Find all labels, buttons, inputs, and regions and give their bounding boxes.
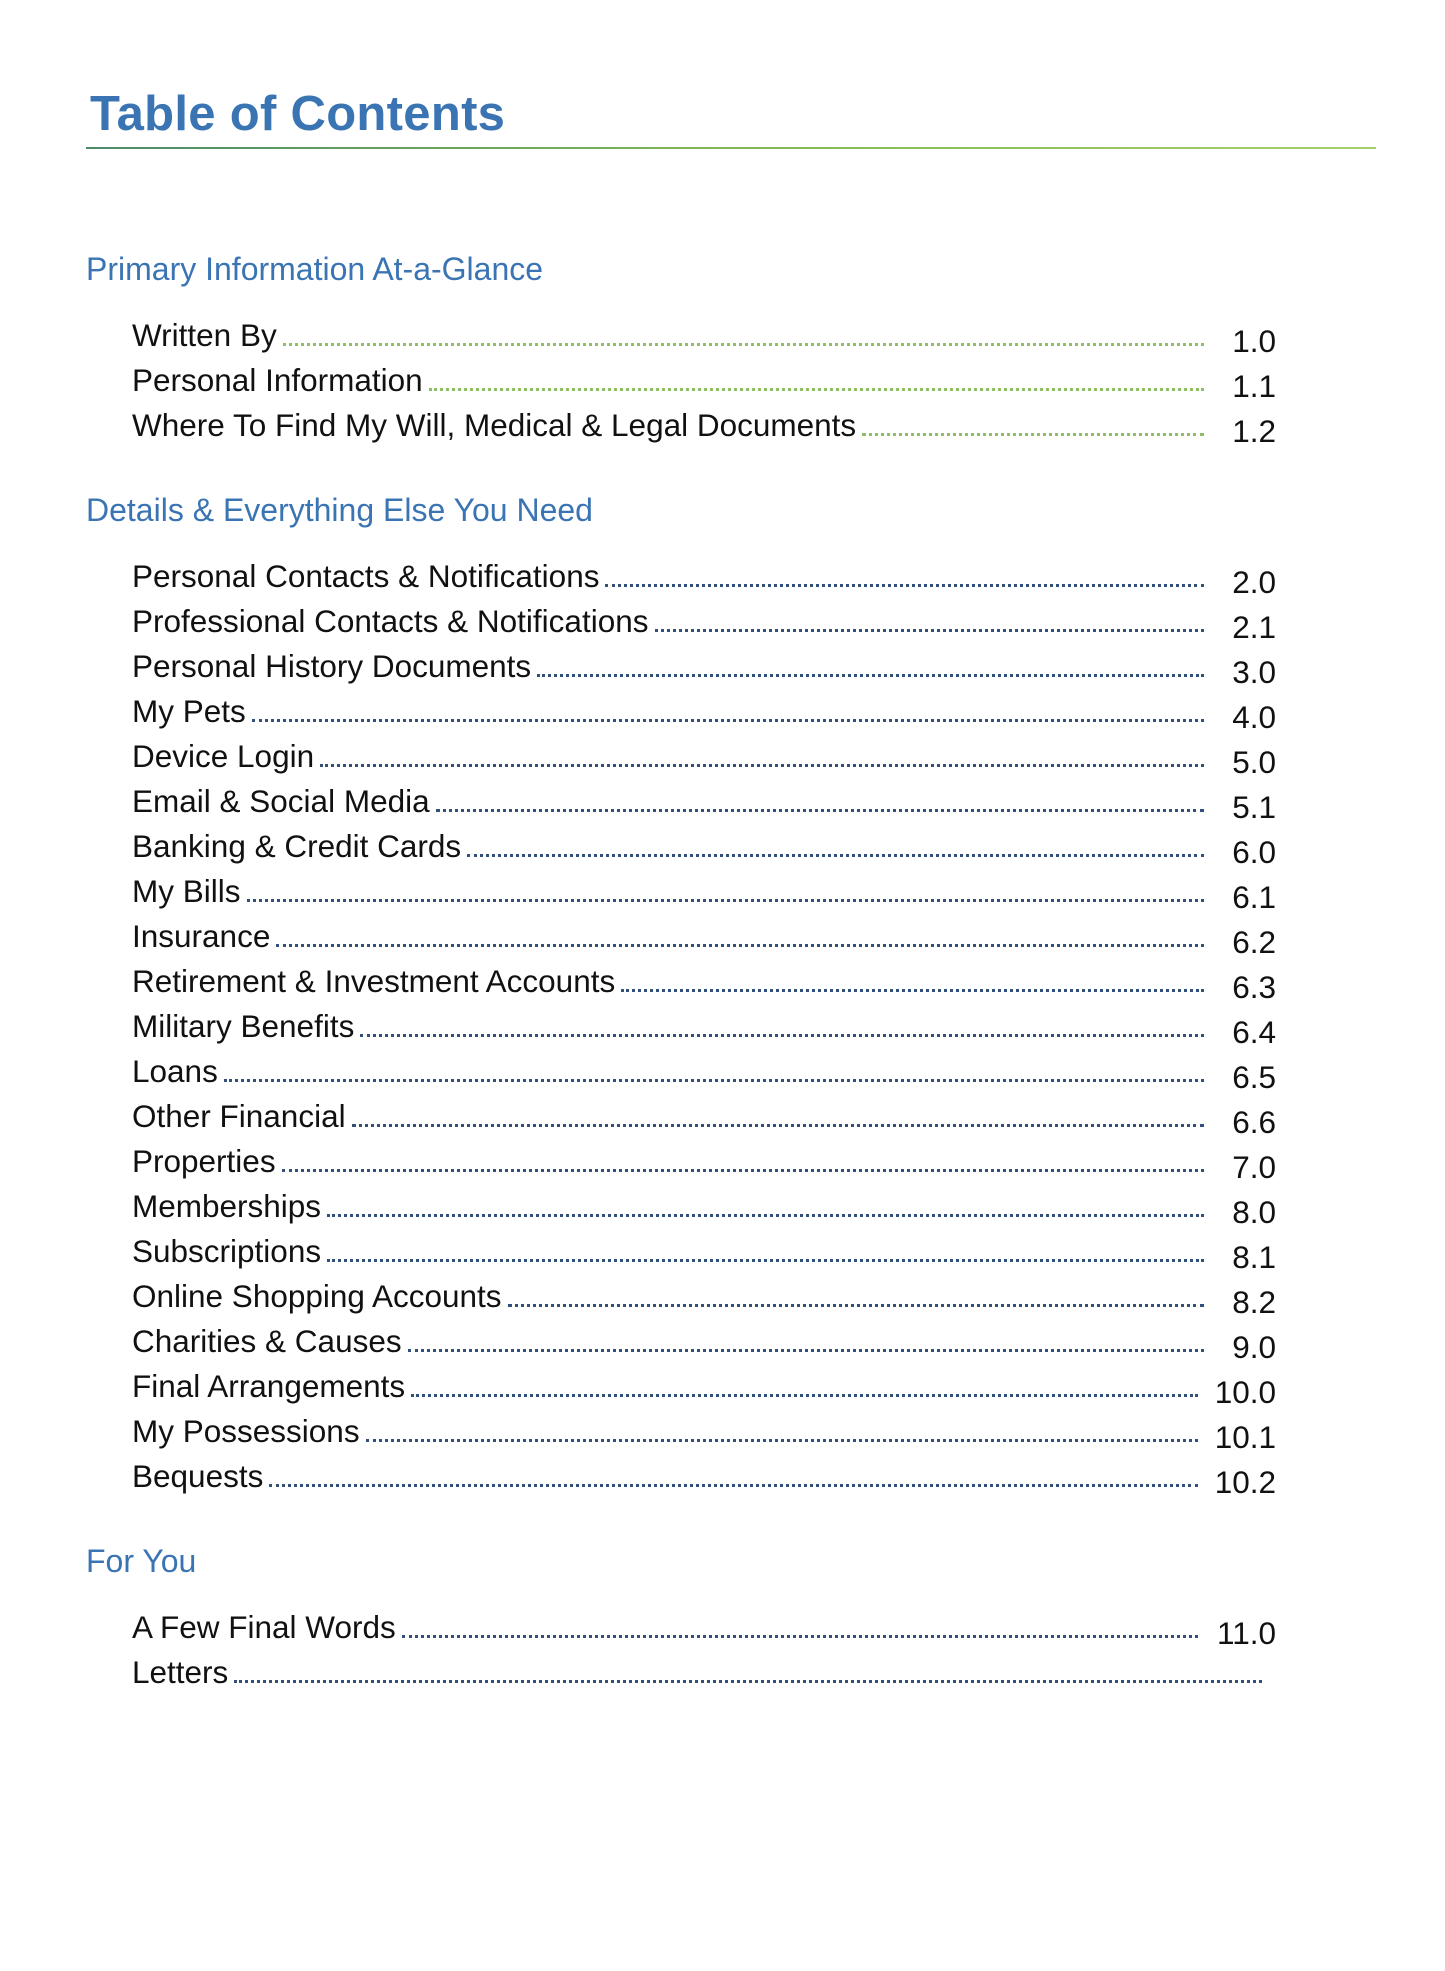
toc-entry[interactable] bbox=[132, 1000, 1276, 1050]
section-primary-information bbox=[86, 245, 1276, 449]
dot-leader bbox=[320, 764, 1204, 767]
dot-leader bbox=[276, 944, 1204, 947]
toc-entry[interactable] bbox=[132, 1646, 1276, 1691]
toc-entry[interactable] bbox=[132, 550, 1276, 600]
dot-leader bbox=[352, 1124, 1204, 1127]
toc-entry[interactable] bbox=[132, 775, 1276, 825]
toc-entry-label: Letters bbox=[132, 1654, 229, 1690]
toc-entry-page-number: 3.0 bbox=[1232, 654, 1276, 690]
dot-leader bbox=[282, 1169, 1204, 1172]
dot-leader bbox=[402, 1635, 1198, 1638]
toc-entry[interactable] bbox=[132, 910, 1276, 960]
toc-entry-page-number: 6.3 bbox=[1232, 969, 1276, 1005]
toc-entry-label: Personal Contacts & Notifications bbox=[132, 558, 600, 594]
toc-entry-label: Personal History Documents bbox=[132, 648, 532, 684]
toc-entry-label: Insurance bbox=[132, 918, 271, 954]
toc-entry[interactable] bbox=[132, 1135, 1276, 1185]
dot-leader bbox=[429, 388, 1204, 391]
toc-entry[interactable] bbox=[132, 1315, 1276, 1365]
toc-entry[interactable] bbox=[132, 309, 1276, 359]
toc-entry-page-number: 2.0 bbox=[1232, 564, 1276, 600]
dot-leader bbox=[327, 1259, 1204, 1262]
toc-entry[interactable] bbox=[132, 820, 1276, 870]
toc-entry-label: Final Arrangements bbox=[132, 1368, 406, 1404]
toc-entry-label: Bequests bbox=[132, 1458, 264, 1494]
toc-entry-page-number: 9.0 bbox=[1232, 1329, 1276, 1365]
dot-leader bbox=[366, 1439, 1198, 1442]
toc-entry-label: My Bills bbox=[132, 873, 241, 909]
toc-entry-label: Professional Contacts & Notifications bbox=[132, 603, 649, 639]
dot-leader bbox=[224, 1079, 1204, 1082]
toc-entry[interactable] bbox=[132, 865, 1276, 915]
toc-entry-page-number: 1.2 bbox=[1232, 413, 1276, 449]
toc-entry-label: Military Benefits bbox=[132, 1008, 355, 1044]
toc-entry-page-number: 1.1 bbox=[1232, 368, 1276, 404]
toc-entry[interactable] bbox=[132, 640, 1276, 690]
toc-entry-label: A Few Final Words bbox=[132, 1609, 396, 1645]
toc-entry[interactable] bbox=[132, 354, 1276, 404]
toc-entry-label: Retirement & Investment Accounts bbox=[132, 963, 616, 999]
toc-entry-page-number: 10.1 bbox=[1214, 1419, 1276, 1455]
dot-leader bbox=[621, 989, 1204, 992]
toc-entry-label: Charities & Causes bbox=[132, 1323, 402, 1359]
toc-entry-label: My Pets bbox=[132, 693, 246, 729]
toc-entry-label: Personal Information bbox=[132, 362, 423, 398]
toc-entry[interactable] bbox=[132, 685, 1276, 735]
toc-entry-label: Other Financial bbox=[132, 1098, 346, 1134]
section-title: Primary Information At-a-Glance bbox=[86, 251, 544, 287]
toc-entry-label: Properties bbox=[132, 1143, 276, 1179]
dot-leader bbox=[408, 1349, 1204, 1352]
toc-entry-page-number: 1.0 bbox=[1232, 323, 1276, 359]
toc-entry-label: My Possessions bbox=[132, 1413, 360, 1449]
toc-entry-page-number: 8.2 bbox=[1232, 1284, 1276, 1320]
dot-leader bbox=[467, 854, 1204, 857]
section-details bbox=[86, 486, 1276, 1500]
dot-leader bbox=[252, 719, 1204, 722]
toc-entry-label: Written By bbox=[132, 317, 277, 353]
toc-entry[interactable] bbox=[132, 1601, 1276, 1651]
toc-entry-page-number: 8.1 bbox=[1232, 1239, 1276, 1275]
toc-entry-page-number: 4.0 bbox=[1232, 699, 1276, 735]
entry-list bbox=[86, 309, 1276, 449]
dot-leader bbox=[283, 343, 1204, 346]
toc-entry-page-number: 10.2 bbox=[1214, 1464, 1276, 1500]
dot-leader bbox=[862, 433, 1204, 436]
toc-entry-label: Device Login bbox=[132, 738, 315, 774]
entry-list bbox=[86, 1601, 1276, 1691]
toc-entry-page-number: 6.5 bbox=[1232, 1059, 1276, 1095]
toc-entry-page-number: 5.0 bbox=[1232, 744, 1276, 780]
dot-leader bbox=[247, 899, 1205, 902]
toc-entry-label: Banking & Credit Cards bbox=[132, 828, 462, 864]
toc-entry-page-number: 10.0 bbox=[1214, 1374, 1276, 1410]
section-title: Details & Everything Else You Need bbox=[86, 492, 593, 528]
toc-entry[interactable] bbox=[132, 399, 1276, 449]
toc-entry-label: Online Shopping Accounts bbox=[132, 1278, 502, 1314]
dot-leader bbox=[360, 1034, 1204, 1037]
section-for-you bbox=[86, 1537, 1276, 1691]
toc-entry-page-number: 5.1 bbox=[1232, 789, 1276, 825]
toc-entry[interactable] bbox=[132, 1225, 1276, 1275]
toc-entry-page-number: 11.0 bbox=[1217, 1615, 1276, 1651]
dot-leader bbox=[605, 584, 1204, 587]
title-divider bbox=[86, 147, 1376, 149]
toc-entry-label: Loans bbox=[132, 1053, 218, 1089]
toc-entry-page-number: 6.1 bbox=[1232, 879, 1276, 915]
toc-entry-page-number: 2.1 bbox=[1232, 609, 1276, 645]
dot-leader bbox=[436, 809, 1204, 812]
toc-entry[interactable] bbox=[132, 1090, 1276, 1140]
toc-entry[interactable] bbox=[132, 1360, 1276, 1410]
dot-leader bbox=[234, 1680, 1262, 1683]
toc-entry[interactable] bbox=[132, 1180, 1276, 1230]
page-title: Table of Contents bbox=[90, 87, 506, 141]
toc-entry-label: Where To Find My Will, Medical & Legal Documents bbox=[132, 407, 857, 443]
toc-entry[interactable] bbox=[132, 1270, 1276, 1320]
toc-entry-page-number: 6.0 bbox=[1232, 834, 1276, 870]
dot-leader bbox=[411, 1394, 1198, 1397]
toc-entry[interactable] bbox=[132, 1450, 1276, 1500]
dot-leader bbox=[508, 1304, 1204, 1307]
dot-leader bbox=[327, 1214, 1204, 1217]
toc-entry-label: Subscriptions bbox=[132, 1233, 322, 1269]
toc-entry-label: Memberships bbox=[132, 1188, 322, 1224]
toc-entry-page-number: 6.4 bbox=[1232, 1014, 1276, 1050]
dot-leader bbox=[269, 1484, 1198, 1487]
toc-entry[interactable] bbox=[132, 595, 1276, 645]
toc-entry[interactable] bbox=[132, 730, 1276, 780]
toc-entry-page-number: 6.6 bbox=[1232, 1104, 1276, 1140]
toc-entry-page-number: 6.2 bbox=[1232, 924, 1276, 960]
dot-leader bbox=[655, 629, 1205, 632]
section-title: For You bbox=[86, 1543, 197, 1579]
entry-list bbox=[86, 550, 1276, 1500]
toc-entry-label: Email & Social Media bbox=[132, 783, 430, 819]
toc-entry-page-number: 7.0 bbox=[1232, 1149, 1276, 1185]
toc-entry[interactable] bbox=[132, 1405, 1276, 1455]
dot-leader bbox=[537, 674, 1204, 677]
toc-entry-page-number: 8.0 bbox=[1232, 1194, 1276, 1230]
toc-entry[interactable] bbox=[132, 955, 1276, 1005]
toc-entry[interactable] bbox=[132, 1045, 1276, 1095]
